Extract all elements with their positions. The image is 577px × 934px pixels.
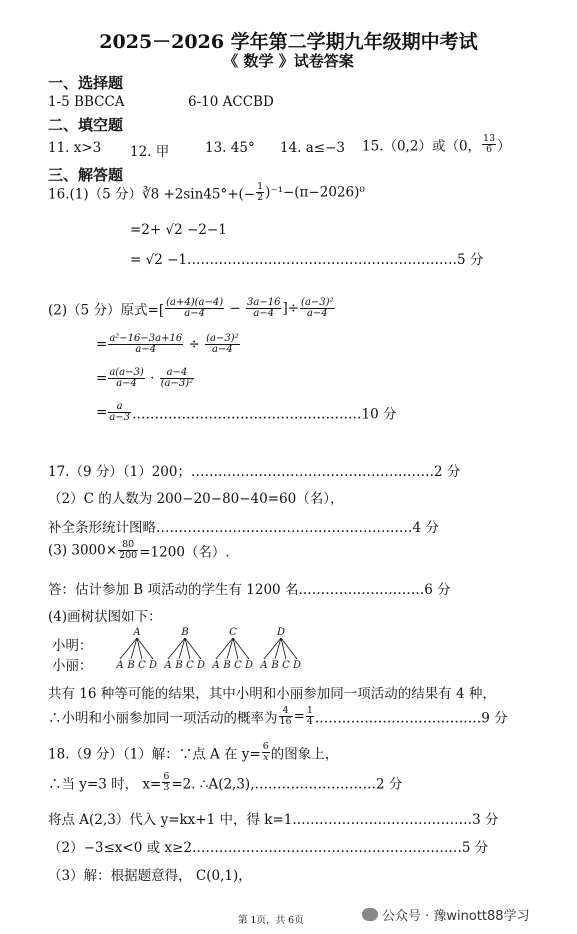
tree-leaf-A-C: C xyxy=(138,660,146,671)
q16-part1-step3: = √2 −1……………………………………………………5 分 xyxy=(130,252,484,268)
tree-leaf-D-C: C xyxy=(282,660,290,671)
q17-line4: (3) 3000× $\frac{80}{200}$ =1200（名）. xyxy=(48,539,230,561)
q17-line1: 17.（9 分）（1）200；………………………………………………2 分 xyxy=(48,464,461,480)
fraction-4-16: $\frac{4}{16}$ xyxy=(279,705,292,727)
fraction-6-x: $\frac{6}{x}$ xyxy=(262,741,269,763)
fill-answer-15: 15.（0,2）或（0， $\frac{13}{6}$ ） xyxy=(362,133,511,155)
fraction-s2-2: $\frac{a-4}{\text{(a−3)²}}$ xyxy=(160,367,194,389)
tree-leaf-A-D: D xyxy=(148,660,158,671)
fraction-p2-1: $\frac{(a+4)(a-4)}{a-4}$ xyxy=(166,297,224,319)
choice-answers-1-5: 1-5 BBCCA xyxy=(48,94,125,110)
tree-root-A: A xyxy=(133,627,141,638)
tree-leaf-B-B: B xyxy=(175,660,183,671)
exam-title: 2025－2026 学年第二学期九年级期中考试 xyxy=(99,31,478,53)
fraction-s3: $\frac{a}{a-3}$ xyxy=(109,401,131,423)
tree-leaf-D-B: B xyxy=(271,660,279,671)
q16-part2-step1: = $\frac{\text{a²−16−3a+16}}{a-4}$ ÷ $\frac{\text{(a−3)²}}{a-4}$ xyxy=(96,333,239,355)
watermark: 公众号 · 豫winott88学习 xyxy=(362,905,530,924)
fraction-1-2: $\frac{1}{2}$ xyxy=(257,181,264,203)
tree-label-xiaoli: 小丽： xyxy=(52,658,93,674)
q18-line3: 将点 A(2,3）代入 y=kx+1 中，得 k=1.…………………………………3 分 xyxy=(48,812,499,828)
fraction-13-6: $\frac{13}{6}$ xyxy=(483,133,496,155)
q18-line4: （2）−3≤x<0 或 x≥2……………………………………………………5 分 xyxy=(48,840,489,856)
q16-part1-step2: =2+ √2 −2−1 xyxy=(130,222,227,238)
q17-line2: （2）C 的人数为 200−20−80−40=60（名）， xyxy=(48,491,344,507)
fraction-s1-2: $\frac{\text{(a−3)²}}{a-4}$ xyxy=(206,333,239,355)
section-choice-heading: 一、选择题 xyxy=(48,74,124,92)
q17-line3: 补全条形统计图略…………………………………………………4 分 xyxy=(48,520,439,536)
tree-leaf-B-A: A xyxy=(164,660,172,671)
fraction-6-3: $\frac{6}{3}$ xyxy=(163,771,170,793)
fill-answer-13: 13. 45° xyxy=(205,140,255,156)
fraction-80-200: $\frac{80}{200}$ xyxy=(119,539,138,561)
tree-diagram xyxy=(116,626,316,672)
q16-part1-expression: 16.(1)（5 分）∛8 +2sin45°+(− $\frac{1}{2}$ )⁻¹−(π−2026)⁰ xyxy=(48,181,365,203)
fraction-p2-3: $\frac{\text{(a−3)²}}{a-4}$ xyxy=(301,297,334,319)
tree-branch xyxy=(168,638,185,659)
tree-groups xyxy=(116,627,301,671)
q17-line5: 答：估计参加 B 项活动的学生有 1200 名.………………………6 分 xyxy=(48,582,451,598)
tree-leaf-A-B: B xyxy=(127,660,135,671)
tree-leaf-C-D: D xyxy=(244,660,254,671)
q17-line6: (4)画树状图如下： xyxy=(48,609,162,625)
tree-leaf-B-C: C xyxy=(186,660,194,671)
fill-answer-15-text: 15.（0,2）或（0， xyxy=(362,138,482,155)
tree-branch xyxy=(120,638,137,659)
tree-root-C: C xyxy=(229,627,237,638)
tree-root-D: D xyxy=(276,627,286,638)
fill-answer-12: 12. 甲 xyxy=(130,144,170,160)
q18-line2: ∴当 y=3 时， x= $\frac{6}{3}$ =2. ∴A(2,3),………………………2 分 xyxy=(48,771,403,793)
tree-leaf-C-C: C xyxy=(234,660,242,671)
section-solve-heading: 三、解答题 xyxy=(48,166,124,184)
q17-line7: 共有 16 种等可能的结果，其中小明和小丽参加同一项活动的结果有 4 种， xyxy=(48,686,496,702)
tree-branch xyxy=(264,638,281,659)
choice-answers-6-10: 6-10 ACCBD xyxy=(188,94,274,110)
tree-label-xiaoming: 小明： xyxy=(52,638,93,654)
q17-line8: ∴小明和小丽参加同一项活动的概率为 $\frac{4}{16}$ = $\frac{1}{4}$ .………………………………9 分 xyxy=(48,705,508,727)
wechat-icon xyxy=(362,908,378,921)
q16-part2-step3: = $\frac{a}{a-3}$ ……………………………………………10 分 xyxy=(96,401,397,423)
q18-line5: （3）解：根据题意得， C(0,1)， xyxy=(48,868,252,884)
tree-branch xyxy=(216,638,233,659)
section-fill-heading: 二、填空题 xyxy=(48,116,124,134)
q16-part2-step2: = $\frac{a(a-3)}{a-4}$ · $\frac{a-4}{\text{(a−3)²}}$ xyxy=(96,367,194,389)
fraction-s2-1: $\frac{a(a-3)}{a-4}$ xyxy=(109,367,144,389)
tree-leaf-B-D: D xyxy=(196,660,206,671)
q18-line1: 18.（9 分）（1）解：∵点 A 在 y= $\frac{6}{x}$ 的图象上， xyxy=(48,741,339,763)
tree-leaf-C-B: B xyxy=(223,660,231,671)
fraction-p2-2: $\frac{3a-16}{a-4}$ xyxy=(247,297,281,319)
tree-leaf-D-A: A xyxy=(260,660,268,671)
tree-leaf-C-A: A xyxy=(212,660,220,671)
answer-subtitle: 《 数学 》试卷答案 xyxy=(223,52,354,70)
page-footer: 第 1页，共 6页 xyxy=(238,915,304,926)
fill-answer-11: 11. x>3 xyxy=(48,140,102,156)
fraction-1-4: $\frac{1}{4}$ xyxy=(306,705,313,727)
q16-part2-expression: (2)（5 分）原式=[ $\frac{(a+4)(a-4)}{a-4}$ − $\frac{3a-16}{a-4}$ ]÷ $\frac{\text{(a−3)²}}{a-4}$ xyxy=(48,297,334,319)
fill-answer-14: 14. a≤−3 xyxy=(280,140,346,156)
tree-leaf-D-D: D xyxy=(292,660,302,671)
fraction-s1-1: $\frac{\text{a²−16−3a+16}}{a-4}$ xyxy=(109,333,183,355)
tree-root-B: B xyxy=(181,627,189,638)
tree-leaf-A-A: A xyxy=(116,660,124,671)
